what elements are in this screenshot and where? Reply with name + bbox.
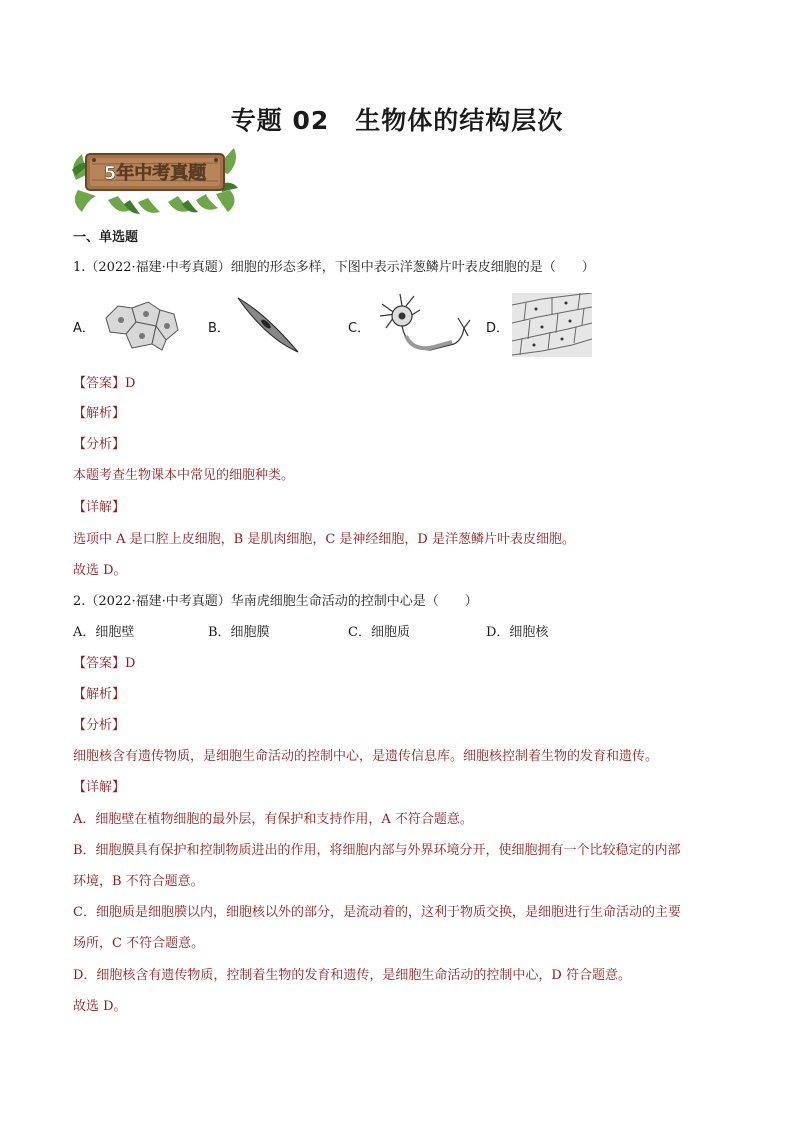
q1-xiangjie-label: 【详解】 [73,500,126,515]
q2-answer: 【答案】D [73,656,136,671]
q1-jiexi-label: 【解析】 [73,406,126,421]
badge-text: 5年中考真题 [103,163,207,184]
q2-detail-c-line1: C．细胞质是细胞膜以内，细胞核以外的部分，是流动着的，这利于物质交换，是细胞进行生命活动的主要 [73,905,681,920]
onion-epidermis-image [512,293,592,357]
badge-image [68,140,240,216]
q1-conclusion: 故选 D。 [73,563,127,578]
q1-analysis: 本题考查生物课本中常见的细胞种类。 [73,468,295,483]
q1-option-a-label: A． [73,321,95,336]
q1-answer: 【答案】D [73,376,136,391]
q1-fenxi-label: 【分析】 [73,437,126,452]
cheek-cell-image [102,298,180,352]
q2-stem: 2.（2022·福建·中考真题）华南虎细胞生命活动的控制中心是（ ） [73,594,478,609]
q1-detail: 选项中 A 是口腔上皮细胞，B 是肌肉细胞，C 是神经细胞，D 是洋葱鳞片叶表皮细胞。 [73,532,575,547]
q1-stem: 1.（2022·福建·中考真题）细胞的形态多样，下图中表示洋葱鳞片叶表皮细胞的是（ ） [73,260,595,275]
q2-fenxi-label: 【分析】 [73,718,126,733]
q1-option-c-label: C． [348,321,371,336]
q2-detail-b-line1: B．细胞膜具有保护和控制物质进出的作用，将细胞内部与外界环境分开，使细胞拥有一个比较稳定的内部 [73,843,681,858]
q1-option-b-label: B． [208,321,230,336]
page-title: 专题 02 生物体的结构层次 [230,106,564,135]
muscle-cell-image [236,294,300,354]
q2-detail-c-line2: 场所，C 不符合题意。 [73,936,205,951]
nerve-cell-image [376,292,472,358]
q2-detail-b-line2: 环境，B 不符合题意。 [73,874,204,889]
q2-jiexi-label: 【解析】 [73,687,126,702]
q2-conclusion: 故选 D。 [73,999,127,1014]
q2-option-c: C．细胞质 [348,625,410,640]
section-heading: 一、单选题 [73,230,139,245]
q2-xiangjie-label: 【详解】 [73,780,126,795]
q1-option-d-label: D． [486,321,510,336]
q2-option-b: B．细胞膜 [208,625,270,640]
q2-detail-a: A．细胞壁在植物细胞的最外层，有保护和支持作用，A 不符合题意。 [73,812,473,827]
q2-detail-d: D．细胞核含有遗传物质，控制着生物的发育和遗传，是细胞生命活动的控制中心，D 符合题意。 [73,968,631,983]
q2-option-a: A．细胞壁 [73,625,135,640]
q2-analysis: 细胞核含有遗传物质，是细胞生命活动的控制中心，是遗传信息库。细胞核控制着生物的发育和遗传。 [73,749,659,764]
q2-option-d: D．细胞核 [486,625,549,640]
